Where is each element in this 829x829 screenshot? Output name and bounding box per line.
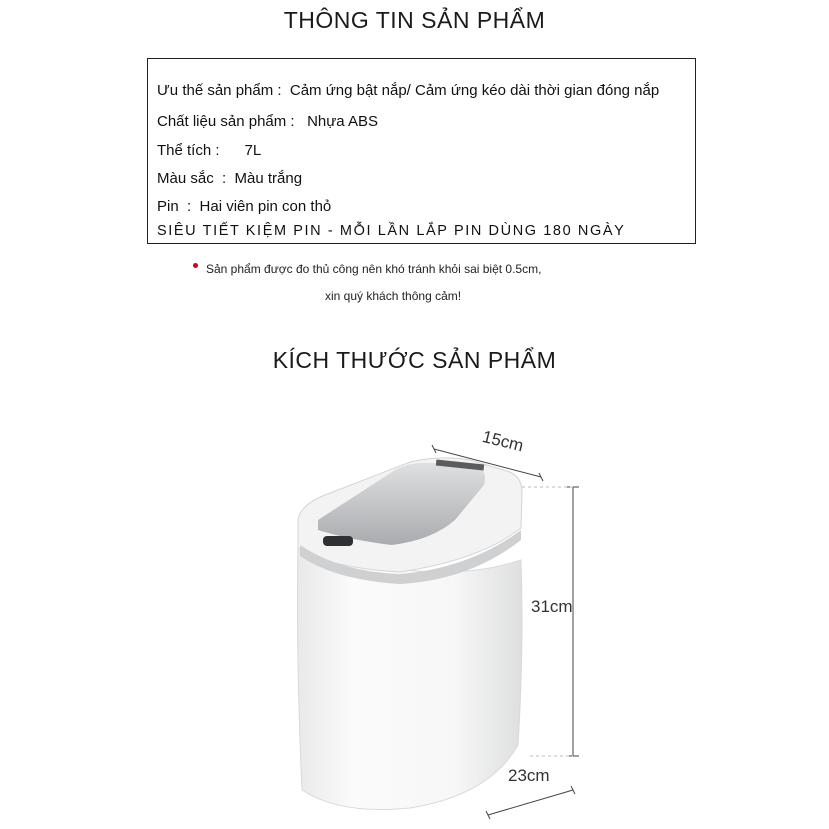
spec-advantage: Ưu thế sản phẩm : Cảm ứng bật nắp/ Cảm ứng kéo dài thời gian đóng nắp <box>157 82 660 99</box>
dim-width-label: 15cm <box>480 427 526 456</box>
spec-battery-saving: SIÊU TIẾT KIỆM PIN - MỖI LẦN LẮP PIN DÙNG 180 NGÀY <box>157 223 626 239</box>
dim-depth-line <box>488 790 573 815</box>
spec-battery: Pin : Hai viên pin con thỏ <box>157 198 332 215</box>
section-title-product-info: THÔNG TIN SẢN PHẨM <box>283 7 546 33</box>
spec-volume: Thể tích : 7L <box>157 142 262 159</box>
note-line-2: xin quý khách thông cảm! <box>325 289 462 303</box>
bin-body <box>298 545 523 810</box>
sensor-window <box>323 536 353 546</box>
note-line-1: Sản phẩm được đo thủ công nên khó tránh khỏi sai biệt 0.5cm, <box>206 262 542 276</box>
spec-color: Màu sắc : Màu trắng <box>157 170 303 187</box>
dim-depth-label: 23cm <box>508 766 550 785</box>
section-title-product-size: KÍCH THƯỚC SẢN PHẨM <box>272 347 557 373</box>
dim-height-label: 31cm <box>531 597 573 616</box>
spec-material: Chất liệu sản phẩm : Nhựa ABS <box>157 113 378 130</box>
